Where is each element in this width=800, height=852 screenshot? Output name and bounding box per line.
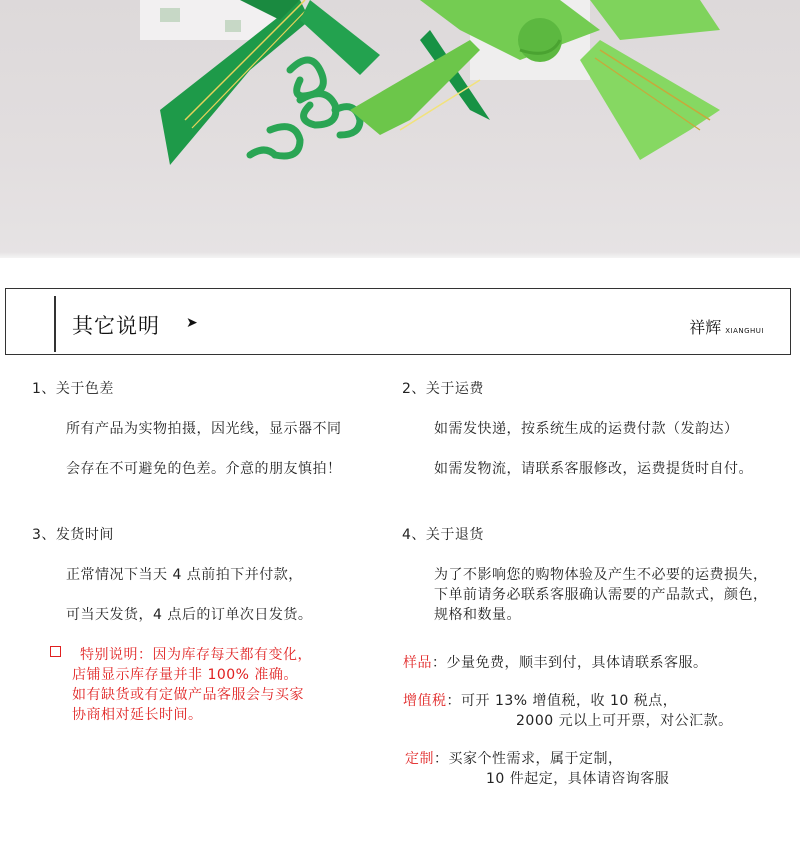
custom-line-1 (405, 748, 623, 768)
sample-label: 样品 (403, 655, 432, 671)
special-note-line-4: 协商相对延长时间。 (72, 707, 203, 723)
vat-text-1: ：可开 13% 增值税，收 10 税点， (446, 693, 678, 709)
section-title: 其它说明 (72, 314, 160, 338)
delivery-time-heading: 3、发货时间 (32, 527, 114, 543)
delivery-time-line-2: 可当天发货，4 点后的订单次日发货。 (66, 607, 313, 623)
green-ribbon-bows-photo (0, 0, 800, 258)
note-checkbox-icon (50, 646, 61, 657)
special-note-text-1: 因为库存每天都有变化， (152, 647, 312, 663)
special-note-label: 特别说明： (80, 647, 153, 663)
returns-line-3: 规格和数量。 (434, 607, 521, 623)
arrow-right-icon: ➤ (186, 315, 198, 331)
product-photo (0, 0, 800, 258)
curly-ribbon (250, 60, 360, 156)
vat-line-2: 2000 元以上可开票，对公汇款。 (516, 713, 733, 729)
custom-label: 定制 (405, 751, 434, 767)
custom-text-1: ：买家个性需求，属于定制， (434, 751, 623, 767)
color-diff-heading: 1、关于色差 (32, 381, 114, 397)
delivery-time-line-1: 正常情况下当天 4 点前拍下并付款， (66, 567, 303, 583)
returns-line-1: 为了不影响您的购物体验及产生不必要的运费损失， (434, 567, 768, 583)
custom-line-2: 10 件起定，具体请咨询客服 (486, 771, 670, 787)
color-diff-line-2: 会存在不可避免的色差。介意的朋友慎拍！ (66, 461, 342, 477)
special-note-line-1 (80, 644, 312, 664)
brand-logo (689, 315, 764, 338)
special-note-line-2: 店铺显示库存量并非 100% 准确。 (72, 667, 298, 683)
shipping-fee-line-1: 如需发快递，按系统生成的运费付款（发韵达） (434, 421, 739, 437)
sample-line (403, 652, 708, 672)
special-note-line-3: 如有缺货或有定做产品客服会与买家 (72, 687, 304, 703)
brand-name-en: XIANGHUI (725, 327, 764, 335)
shipping-fee-line-2: 如需发物流，请联系客服修改，运费提货时自付。 (434, 461, 753, 477)
brand-name-cn: 祥辉 (689, 318, 722, 337)
section-header (5, 288, 791, 355)
returns-heading: 4、关于退货 (402, 527, 484, 543)
sample-text: ：少量免费，顺丰到付，具体请联系客服。 (432, 655, 708, 671)
color-diff-line-1: 所有产品为实物拍摄，因光线，显示器不同 (66, 421, 342, 437)
vat-line-1 (403, 690, 677, 710)
header-divider (54, 296, 56, 352)
returns-line-2: 下单前请务必联系客服确认需要的产品款式，颜色， (434, 587, 768, 603)
shipping-fee-heading: 2、关于运费 (402, 381, 484, 397)
vat-label: 增值税 (403, 693, 447, 709)
